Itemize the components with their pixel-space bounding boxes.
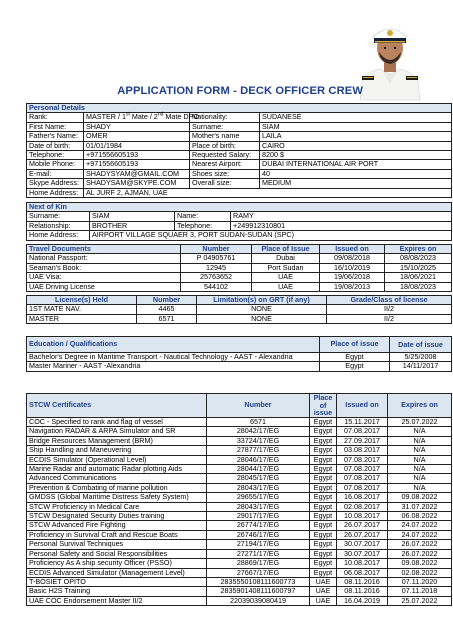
table-cell: STCW Advanced Fire Fighting [27,521,207,530]
field-value: AIRPORT VILLAGE SQUAER 3, PORT SUDAN-SUDAN (SPC) [90,231,452,240]
table-cell: 27.09.2017 [337,436,388,445]
table-cell: 02.08.2022 [388,568,452,577]
table-cell: 27271/17/EG [207,549,310,558]
table-cell: 16.08.2017 [337,493,388,502]
field-label: Telephone: [175,221,231,230]
table-row [27,113,452,122]
table-cell: National Passport: [27,254,181,263]
table-cell: UAE [252,282,320,291]
field-label: Requested Salary: [190,151,260,160]
table-cell: 28046/17/EG [207,455,310,464]
rank-value: MASTER / 1st Mate / 2nd Mate DPO [84,113,190,122]
table-row [27,314,452,323]
field-label: Skype Address: [27,179,84,188]
table-cell: Egypt [310,465,337,474]
table-cell: Basic H2S Training [27,587,207,596]
table-row [27,254,452,263]
table-cell: 27194/17/EG [207,540,310,549]
table-cell: NONE [197,314,327,323]
table-cell: 28042/17/EG [207,427,310,436]
column-header: STCW Certificates [27,394,207,418]
column-header: Place of Issue [252,245,320,254]
education-table [26,336,452,372]
table-cell: UAE [252,273,320,282]
table-cell: 26.07.2017 [337,530,388,539]
column-header: Number [137,296,197,305]
column-header: Number [207,394,310,418]
table-row [27,273,452,282]
field-value: OMER [84,132,190,141]
table-cell: NONE [197,305,327,314]
table-row [27,263,452,272]
field-value: 40 [260,169,452,178]
table-cell: STCW Proficiency in Medical Care [27,502,207,511]
licenses-table [26,295,452,324]
field-value: +971556605193 [84,151,190,160]
field-value: DUBAI INTERNATIONAL AIR PORT [260,160,452,169]
table-row [27,493,452,502]
field-label: Relationship: [27,221,90,230]
table-cell: 1ST MATE NAV. [27,305,137,314]
table-cell: Egypt [310,474,337,483]
table-cell: 07.08.2017 [337,465,388,474]
nationality-label: Nationality: [190,113,260,122]
table-header [27,245,452,254]
field-label: Surname: [190,122,260,131]
table-row [27,231,452,240]
column-header: Grade/Class of license [327,296,452,305]
field-label: Surname: [27,212,90,221]
table-cell: 18/08/2023 [385,282,452,291]
table-cell: Ship Handling and Maneuvering [27,446,207,455]
table-cell: T-BOSIET OPITO [27,577,207,586]
form-title: APPLICATION FORM - DECK OFFICER CREW [117,85,363,97]
table-cell: 18/06/2021 [385,273,452,282]
column-header: Place of issue [320,337,390,353]
table-cell: Marine Radar and automatic Radar plotting Aids [27,465,207,474]
table-cell: II/2 [327,305,452,314]
table-row [27,132,452,141]
table-cell: Egypt [310,446,337,455]
table-cell: ECDIS Advanced Simulator (Management Level) [27,568,207,577]
table-cell: 15/10/2025 [385,263,452,272]
table-cell: N/A [388,465,452,474]
table-cell: N/A [388,483,452,492]
table-cell: Egypt [310,568,337,577]
field-label: Place of birth: [190,141,260,150]
table-row [27,474,452,483]
table-cell: 26746/17/EG [207,530,310,539]
personal-details-heading: Personal Details [27,104,452,113]
table-cell: 06.08.2017 [337,568,388,577]
table-cell: P 04905761 [181,254,252,263]
table-row [27,540,452,549]
table-cell: 29655/17/EG [207,493,310,502]
table-cell: 24.07.2022 [388,521,452,530]
table-cell: 2835901408111600797 [207,587,310,596]
column-header: Issued on [320,245,385,254]
table-cell: 544102 [181,282,252,291]
table-cell: Egypt [310,427,337,436]
column-header: Expires on [388,394,452,418]
column-header: Issued on [337,394,388,418]
field-value: 01/01/1984 [84,141,190,150]
field-label: Date of birth: [27,141,84,150]
field-label: Father's Name: [27,132,84,141]
table-cell: Personal Survival Techniques [27,540,207,549]
table-cell: COC - Specified to rank and flag of vessel [27,418,207,427]
column-header: Travel Documents [27,245,181,254]
table-cell: Egypt [310,493,337,502]
field-value: SHADYSAM@SKYPE.COM [84,179,190,188]
field-label: Nearest Airport: [190,160,260,169]
officer-portrait-photo-icon [352,12,428,100]
table-cell: 28044/17/EG [207,465,310,474]
table-cell: 24.07.2022 [388,530,452,539]
table-cell: Proficiency As A ship security Officer (PSSO) [27,559,207,568]
table-row [27,568,452,577]
stcw-certificates-table [26,393,452,606]
table-cell: 28869/17/EG [207,559,310,568]
table-cell: 28043/17/EG [207,483,310,492]
table-cell: II/2 [327,314,452,323]
table-row [27,160,452,169]
table-cell: N/A [388,474,452,483]
field-label: Telephone: [27,151,84,160]
table-cell: 09/08/2018 [320,254,385,263]
table-cell: MASTER [27,314,137,323]
field-value: BROTHER [90,221,175,230]
next-of-kin-heading: Next of Kin [27,203,452,212]
table-row [27,587,452,596]
column-header: Education / Qualifications [27,337,320,353]
field-label: Mother's name [190,132,260,141]
column-header: License(s) Held [27,296,137,305]
table-cell: 07.08.2017 [337,455,388,464]
table-row [27,188,452,197]
field-value: 8200 $ [260,151,452,160]
table-cell: Bridge Resources Management (BRM) [27,436,207,445]
table-cell: 25.07.2022 [388,596,452,605]
table-cell: Egypt [310,512,337,521]
table-cell: 29017/17/EG [207,512,310,521]
table-cell: Egypt [320,362,390,371]
table-cell: 28045/17/EG [207,474,310,483]
table-cell: 19/08/2013 [320,282,385,291]
table-cell: 06.08.2022 [388,512,452,521]
rank-label: Rank: [27,113,84,122]
table-cell: 6571 [207,418,310,427]
table-cell: UAE [310,596,337,605]
table-cell: N/A [388,427,452,436]
table-row [27,305,452,314]
travel-documents-table [26,244,452,292]
field-value: SHADYSYAM@GMAIL.COM [84,169,190,178]
nationality-value: SUDANESE [260,113,452,122]
table-cell: 10.08.2017 [337,559,388,568]
table-cell: Egypt [310,530,337,539]
table-cell: 08.11.2016 [337,577,388,586]
field-label: Shoes size: [190,169,260,178]
table-cell: Egypt [310,502,337,511]
table-cell: 08.11.2016 [337,587,388,596]
table-cell: Dubai [252,254,320,263]
table-cell: UAE Driving License [27,282,181,291]
table-cell: Bachelor's Degree in Maritime Transport - Nautical Technology - AAST - Alexandria [27,353,320,362]
applicant-photo [352,12,428,100]
table-cell: 26.07.2017 [337,521,388,530]
table-cell: 25763652 [181,273,252,282]
column-header: Place of issue [310,394,337,418]
table-cell: Prevention & Combating of marine pollution [27,483,207,492]
table-cell: Egypt [310,436,337,445]
table-cell: Personal Safety and Social Responsibilities [27,549,207,558]
field-value: SIAM [260,122,452,131]
table-cell: Navigation RADAR & ARPA Simulator and SR [27,427,207,436]
table-row [27,212,452,221]
table-cell: 27877/17/EG [207,446,310,455]
table-cell: UAE Visa: [27,273,181,282]
table-cell: 09.08.2022 [388,493,452,502]
table-cell: Proficiency in Survival Craft and Rescue Boats [27,530,207,539]
table-cell: 30.07.2017 [337,540,388,549]
column-header: Limitation(s) on GRT (if any) [197,296,327,305]
table-cell: 08/08/2023 [385,254,452,263]
field-label: Overall size: [190,179,260,188]
field-value: CAIRO [260,141,452,150]
table-cell: 26774/17/EG [207,521,310,530]
table-row [27,446,452,455]
column-header: Number [181,245,252,254]
field-value: MEDIUM [260,179,452,188]
table-cell: Master Mariner - AAST -Alexandria [27,362,320,371]
field-value: +971556605193 [84,160,190,169]
table-cell: 16.04.2019 [337,596,388,605]
table-cell: 4465 [137,305,197,314]
table-row [27,427,452,436]
table-cell: 26.07.2022 [388,549,452,558]
table-cell: 26.07.2022 [388,540,452,549]
table-cell: 33724/17/EG [207,436,310,445]
home-address-label: Home Address: [27,188,84,197]
field-value: SIAM [90,212,175,221]
field-label: Mobile Phone: [27,160,84,169]
table-cell: UAE COC Endorsement Master II/2 [27,596,207,605]
table-cell: STCW Designated Security Duties training [27,512,207,521]
table-cell: 07.08.2017 [337,474,388,483]
table-cell: 30.07.2017 [337,549,388,558]
table-cell: Egypt [310,559,337,568]
home-address-value: AL JURF 2, AJMAN, UAE [84,188,452,197]
column-header: Date of issue [390,337,452,353]
table-cell: 07.08.2017 [337,483,388,492]
table-header [27,337,452,353]
table-cell: 10.08.2017 [337,512,388,521]
table-cell: 14/11/2017 [390,362,452,371]
table-cell: 07.08.2017 [337,427,388,436]
table-cell: GMDSS (Global Maritime Distress Safety System) [27,493,207,502]
table-cell: N/A [388,436,452,445]
field-label: E-mail: [27,169,84,178]
table-cell: UAE [310,577,337,586]
table-header [27,394,452,418]
table-row [27,179,452,188]
table-cell: 15.11.2017 [337,418,388,427]
table-cell: ECDIS Simulator (Operational Level) [27,455,207,464]
table-cell: 31.07.2022 [388,502,452,511]
table-cell: Advanced Communications [27,474,207,483]
field-value: RAMY [231,212,452,221]
field-label: Name: [175,212,231,221]
field-label: Home Address: [27,231,90,240]
table-row [27,596,452,605]
table-cell: Egypt [310,521,337,530]
table-cell: 6571 [137,314,197,323]
column-header: Expires on [385,245,452,254]
table-cell: UAE [310,587,337,596]
table-cell: 19/06/2018 [320,273,385,282]
table-cell: 07.11.2018 [388,587,452,596]
table-cell: 25.07.2022 [388,418,452,427]
table-row [27,362,452,371]
table-cell: 02.08.2017 [337,502,388,511]
personal-details-table [26,103,452,198]
table-cell: 28043/17/EG [207,502,310,511]
table-cell: N/A [388,455,452,464]
table-row [27,559,452,568]
field-value: SHADY [84,122,190,131]
table-cell: Egypt [310,540,337,549]
next-of-kin-table [26,202,452,241]
table-row [27,521,452,530]
table-cell: 22039039080419 [207,596,310,605]
table-cell: 27667/17/EG [207,568,310,577]
table-cell: 2835550108111600773 [207,577,310,586]
table-cell: 03.08.2017 [337,446,388,455]
table-row [27,282,452,291]
table-cell: Egypt [320,353,390,362]
table-cell: Seaman's Book: [27,263,181,272]
table-cell: Egypt [310,455,337,464]
table-cell: Egypt [310,418,337,427]
table-cell: Port Sudan [252,263,320,272]
table-cell: Egypt [310,549,337,558]
table-cell: 16/10/2019 [320,263,385,272]
table-cell: 07.11.2020 [388,577,452,586]
table-cell: Egypt [310,483,337,492]
table-cell: 5/25/2008 [390,353,452,362]
field-value: +249912310801 [231,221,452,230]
field-label: First Name: [27,122,84,131]
field-value: LAILA [260,132,452,141]
table-cell: 09.08.2022 [388,559,452,568]
table-cell: N/A [388,446,452,455]
table-cell: 12945 [181,263,252,272]
